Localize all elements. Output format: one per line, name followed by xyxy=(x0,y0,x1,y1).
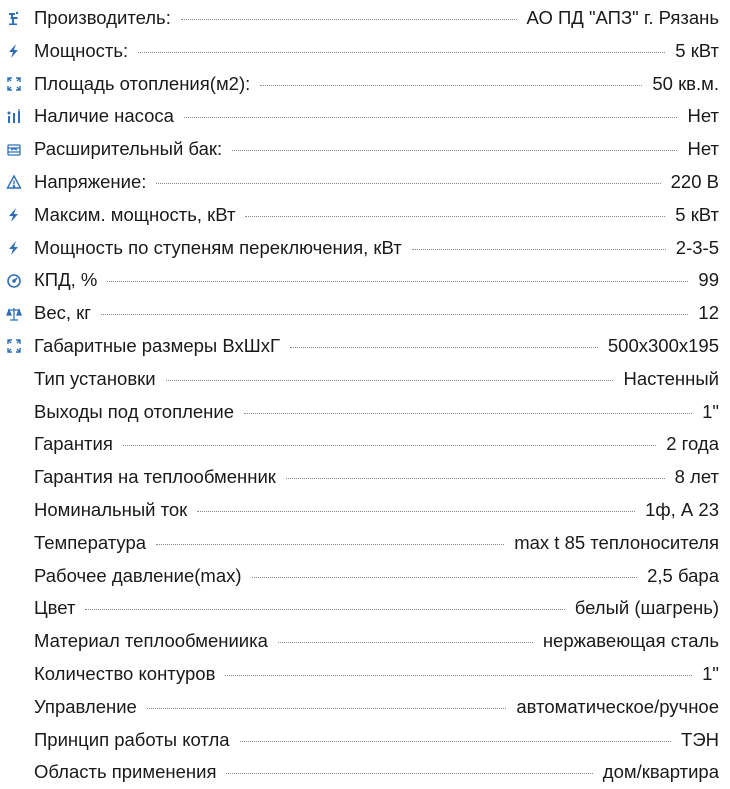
spec-row xyxy=(0,691,730,724)
spec-row xyxy=(0,658,730,691)
spec-value: 220 В xyxy=(670,170,719,192)
spec-value: 1" xyxy=(702,400,719,422)
dotted-leader xyxy=(156,544,504,545)
dotted-leader xyxy=(232,150,677,151)
spec-row xyxy=(0,2,730,35)
spec-label: Мощность по ступеням переключения, кВт xyxy=(34,236,402,258)
spec-label: Управление xyxy=(34,695,137,717)
spec-list xyxy=(0,2,730,789)
spec-row xyxy=(0,527,730,560)
dotted-leader xyxy=(278,642,533,643)
tank-icon xyxy=(6,142,22,158)
spec-row xyxy=(0,756,730,789)
spec-label: Максим. мощность, кВт xyxy=(34,203,236,225)
spec-row xyxy=(0,297,730,330)
spec-value: 12 xyxy=(698,302,719,324)
dotted-leader xyxy=(290,347,598,348)
spec-value: 5 кВт xyxy=(675,39,719,61)
expand-area-icon xyxy=(6,76,22,92)
spec-value: Нет xyxy=(687,105,719,127)
dotted-leader xyxy=(286,478,665,479)
spec-value: автоматическое/ручное xyxy=(516,695,719,717)
spec-row xyxy=(0,133,730,166)
spec-row xyxy=(0,100,730,133)
dotted-leader xyxy=(107,281,688,282)
voltage-warning-icon xyxy=(6,174,22,190)
spec-value: 8 лет xyxy=(674,466,719,488)
dotted-leader xyxy=(240,741,672,742)
spec-value: дом/квартира xyxy=(602,761,719,783)
spec-row xyxy=(0,461,730,494)
spec-label: КПД, % xyxy=(34,269,98,291)
spec-value: 2,5 бара xyxy=(647,564,719,586)
spec-value: 500х300х195 xyxy=(607,334,719,356)
spec-row xyxy=(0,592,730,625)
lightning-icon xyxy=(6,207,22,223)
lightning-icon xyxy=(6,240,22,256)
spec-value: Нет xyxy=(687,138,719,160)
lightning-icon xyxy=(6,43,22,59)
spec-value: 2 года xyxy=(666,433,719,455)
dotted-leader xyxy=(101,314,688,315)
spec-row xyxy=(0,625,730,658)
spec-label: Номинальный ток xyxy=(34,498,188,520)
dotted-leader xyxy=(412,249,666,250)
spec-value: 1" xyxy=(702,662,719,684)
dotted-leader xyxy=(156,183,660,184)
spec-label: Производитель: xyxy=(34,7,171,28)
spec-value: max t 85 теплоносителя xyxy=(514,531,719,553)
spec-label: Гарантия на теплообменник xyxy=(34,466,276,488)
spec-row xyxy=(0,232,730,265)
dotted-leader xyxy=(245,216,665,217)
dotted-leader xyxy=(225,675,692,676)
spec-row xyxy=(0,330,730,363)
dotted-leader xyxy=(181,19,517,20)
dotted-leader xyxy=(260,85,642,86)
spec-label: Рабочее давление(max) xyxy=(34,564,242,586)
pump-icon xyxy=(6,109,22,125)
spec-row xyxy=(0,68,730,101)
dotted-leader xyxy=(138,52,665,53)
dotted-leader xyxy=(252,577,638,578)
spec-value: ТЭН xyxy=(681,728,719,750)
spec-row xyxy=(0,35,730,68)
dotted-leader xyxy=(166,380,614,381)
spec-value: нержавеющая сталь xyxy=(542,630,719,652)
spec-label: Гарантия xyxy=(34,433,113,455)
dotted-leader xyxy=(123,445,656,446)
spec-value: 2-3-5 xyxy=(675,236,719,258)
dotted-leader xyxy=(197,511,635,512)
spec-label: Материал теплообмениика xyxy=(34,630,268,652)
gauge-icon xyxy=(6,273,22,289)
spec-label: Напряжение: xyxy=(34,170,147,192)
spec-label: Вес, кг xyxy=(34,302,91,324)
spec-value: 1ф, А 23 xyxy=(645,498,719,520)
spec-value: белый (шагрень) xyxy=(574,597,719,619)
spec-label: Количество контуров xyxy=(34,662,216,684)
spec-label: Область применения xyxy=(34,761,217,783)
spec-row xyxy=(0,560,730,593)
spec-row xyxy=(0,724,730,757)
spec-label: Расширительный бак: xyxy=(34,138,223,160)
dotted-leader xyxy=(226,773,592,774)
spec-label: Выходы под отопление xyxy=(34,400,235,422)
spec-row xyxy=(0,396,730,429)
expand-area-icon xyxy=(6,338,22,354)
dotted-leader xyxy=(147,708,507,709)
spec-value: 5 кВт xyxy=(675,203,719,225)
spec-value: АО ПД "АПЗ" г. Рязань xyxy=(526,7,719,28)
spec-row xyxy=(0,494,730,527)
manufacturer-icon xyxy=(6,10,22,26)
spec-value: 50 кв.м. xyxy=(652,72,719,94)
spec-value: Настенный xyxy=(623,367,719,389)
spec-label: Площадь отопления(м2): xyxy=(34,72,251,94)
spec-label: Наличие насоса xyxy=(34,105,174,127)
spec-row xyxy=(0,363,730,396)
spec-label: Цвет xyxy=(34,597,76,619)
spec-row xyxy=(0,428,730,461)
spec-label: Принцип работы котла xyxy=(34,728,230,750)
spec-label: Тип установки xyxy=(34,367,156,389)
spec-row xyxy=(0,264,730,297)
spec-label: Температура xyxy=(34,531,147,553)
spec-label: Габаритные размеры ВхШхГ xyxy=(34,334,280,356)
spec-value: 99 xyxy=(698,269,719,291)
dotted-leader xyxy=(244,413,692,414)
spec-row xyxy=(0,199,730,232)
dotted-leader xyxy=(184,117,678,118)
scales-icon xyxy=(6,306,22,322)
spec-row xyxy=(0,166,730,199)
dotted-leader xyxy=(85,609,564,610)
spec-label: Мощность: xyxy=(34,39,129,61)
